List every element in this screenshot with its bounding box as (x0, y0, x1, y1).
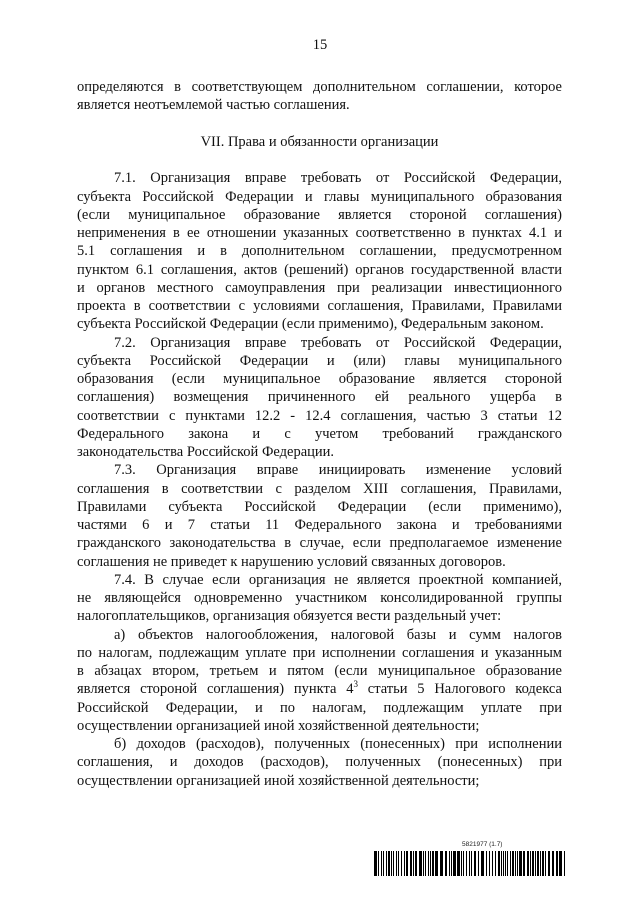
text-line-content: 7.2. Организация вправе требовать от Российской Федерации, (114, 334, 562, 351)
text-line-content: 5.1 соглашения и в дополнительном соглашении, предусмотренном (77, 243, 562, 260)
text-line (77, 315, 562, 333)
text-line-content: частями 6 и 7 статьи 11 Федерального закона и требованиями (77, 517, 562, 533)
superscript: 3 (353, 679, 359, 690)
text-line (77, 534, 562, 552)
text-line-content: субъекта Российской Федерации (если применимо), Федеральным законом. (77, 316, 544, 333)
text-line (77, 717, 562, 735)
text-line (77, 206, 562, 224)
text-line (77, 680, 562, 698)
text-line-content: Федерального закона и с учетом требований гражданского (77, 425, 562, 442)
text-line (77, 553, 562, 571)
text-line (77, 370, 562, 388)
text-line (77, 297, 562, 315)
text-line-content: по налогам, подлежащим уплате при исполнении соглашения и указанным (77, 644, 562, 661)
document-body (77, 78, 562, 790)
text-line (77, 607, 562, 625)
text-line (77, 753, 562, 771)
text-line (77, 169, 562, 187)
text-line-content: Правилами субъекта Российской Федерации (если применимо), (77, 498, 562, 515)
text-line-content: соответствии с пунктами 12.2 - 12.4 соглашения, частью 3 статьи 12 (77, 407, 562, 424)
text-line-content: образования (если муниципальное образование является стороной (77, 371, 562, 387)
text-line-content: законодательства Российской Федерации. (77, 444, 335, 460)
text-line (77, 96, 562, 114)
text-line (77, 480, 562, 498)
text-line-content: является неотъемлемой частью соглашения. (77, 97, 350, 114)
paragraph-gap (77, 115, 562, 133)
text-line (77, 699, 562, 717)
text-line-content: 7.4. В случае если организация не является проектной компанией, (114, 571, 562, 588)
text-line (77, 224, 562, 242)
text-line-content: субъекта Российской Федерации и (или) главы муниципального (77, 352, 562, 369)
text-line (77, 388, 562, 406)
text-line (77, 352, 562, 370)
page-number: 15 (312, 37, 328, 53)
text-line-content: а) объектов налогообложения, налоговой базы и сумм налогов (114, 626, 562, 643)
text-line (77, 334, 562, 352)
text-line-content: осуществлении организацией иной хозяйственной деятельности; (77, 772, 480, 789)
text-line-content: проекта в соответствии с условиями соглашения, Правилами, Правилами (77, 298, 562, 314)
text-line (77, 498, 562, 516)
text-line (77, 516, 562, 534)
text-line-content: пунктом 6.1 соглашения, актов (решений) органов государственной власти (77, 261, 562, 278)
text-line (77, 589, 562, 607)
text-line (77, 261, 562, 279)
text-line-content: не являющейся одновременно участником консолидированной группы (77, 590, 562, 606)
text-line-content: статьи 5 Налогового кодекса (358, 681, 562, 698)
text-line (77, 188, 562, 206)
text-line-content: соглашения) возмещения причиненного ей реального ущерба в (77, 389, 562, 406)
text-line (77, 78, 562, 96)
text-line (77, 644, 562, 662)
text-line-content: является стороной соглашения) пункта 4 (77, 681, 354, 698)
text-line (77, 735, 562, 753)
text-line (77, 425, 562, 443)
text-line-content: в абзацах втором, третьем и пятом (если муниципальное образование (77, 663, 562, 679)
text-line (77, 443, 562, 461)
text-line (77, 461, 562, 479)
text-line (77, 407, 562, 425)
text-line-content: осуществлении организацией иной хозяйственной деятельности; (77, 717, 480, 734)
text-line-content: (если муниципальное образование является стороной соглашения) (77, 206, 562, 223)
text-line-content: 7.3. Организация вправе инициировать изменение условий (114, 462, 562, 479)
text-line (77, 662, 562, 680)
section-heading: VII. Права и обязанности организации (200, 133, 439, 150)
text-line-content: субъекта Российской Федерации и главы муниципального образования (77, 188, 562, 205)
text-line (77, 242, 562, 260)
paragraph-gap (77, 151, 562, 169)
text-line-content: неприменения в ее отношении указанных соответственно в пунктах 4.1 и (77, 225, 562, 241)
document-id: 5821977 (1.7) (462, 841, 503, 848)
text-line-content: б) доходов (расходов), полученных (понесенных) при исполнении (114, 736, 562, 752)
barcode-image (373, 851, 568, 876)
text-line-content: соглашения не приведет к нарушению условий связанных договоров. (77, 553, 506, 570)
text-line-content: налогоплательщиков, организация обязуется вести раздельный учет: (77, 608, 502, 625)
text-line-content: соглашения в соответствии с разделом XIII соглашения, Правилами, (77, 480, 562, 497)
text-line-content: Российской Федерации, и по налогам, подлежащим уплате при (77, 699, 562, 716)
text-line-content: и органов местного самоуправления при реализации инвестиционного (77, 279, 562, 296)
text-line-content: гражданского законодательства в случае, если предполагаемое изменение (77, 535, 562, 552)
text-line-content: соглашения, и доходов (расходов), полученных (понесенных) при (77, 754, 562, 771)
text-line-content: определяются в соответствующем дополнительном соглашении, которое (77, 79, 562, 95)
text-line (77, 571, 562, 589)
text-line (77, 772, 562, 790)
text-line (77, 279, 562, 297)
text-line-content: 7.1. Организация вправе требовать от Российской Федерации, (114, 170, 562, 187)
text-line (77, 626, 562, 644)
